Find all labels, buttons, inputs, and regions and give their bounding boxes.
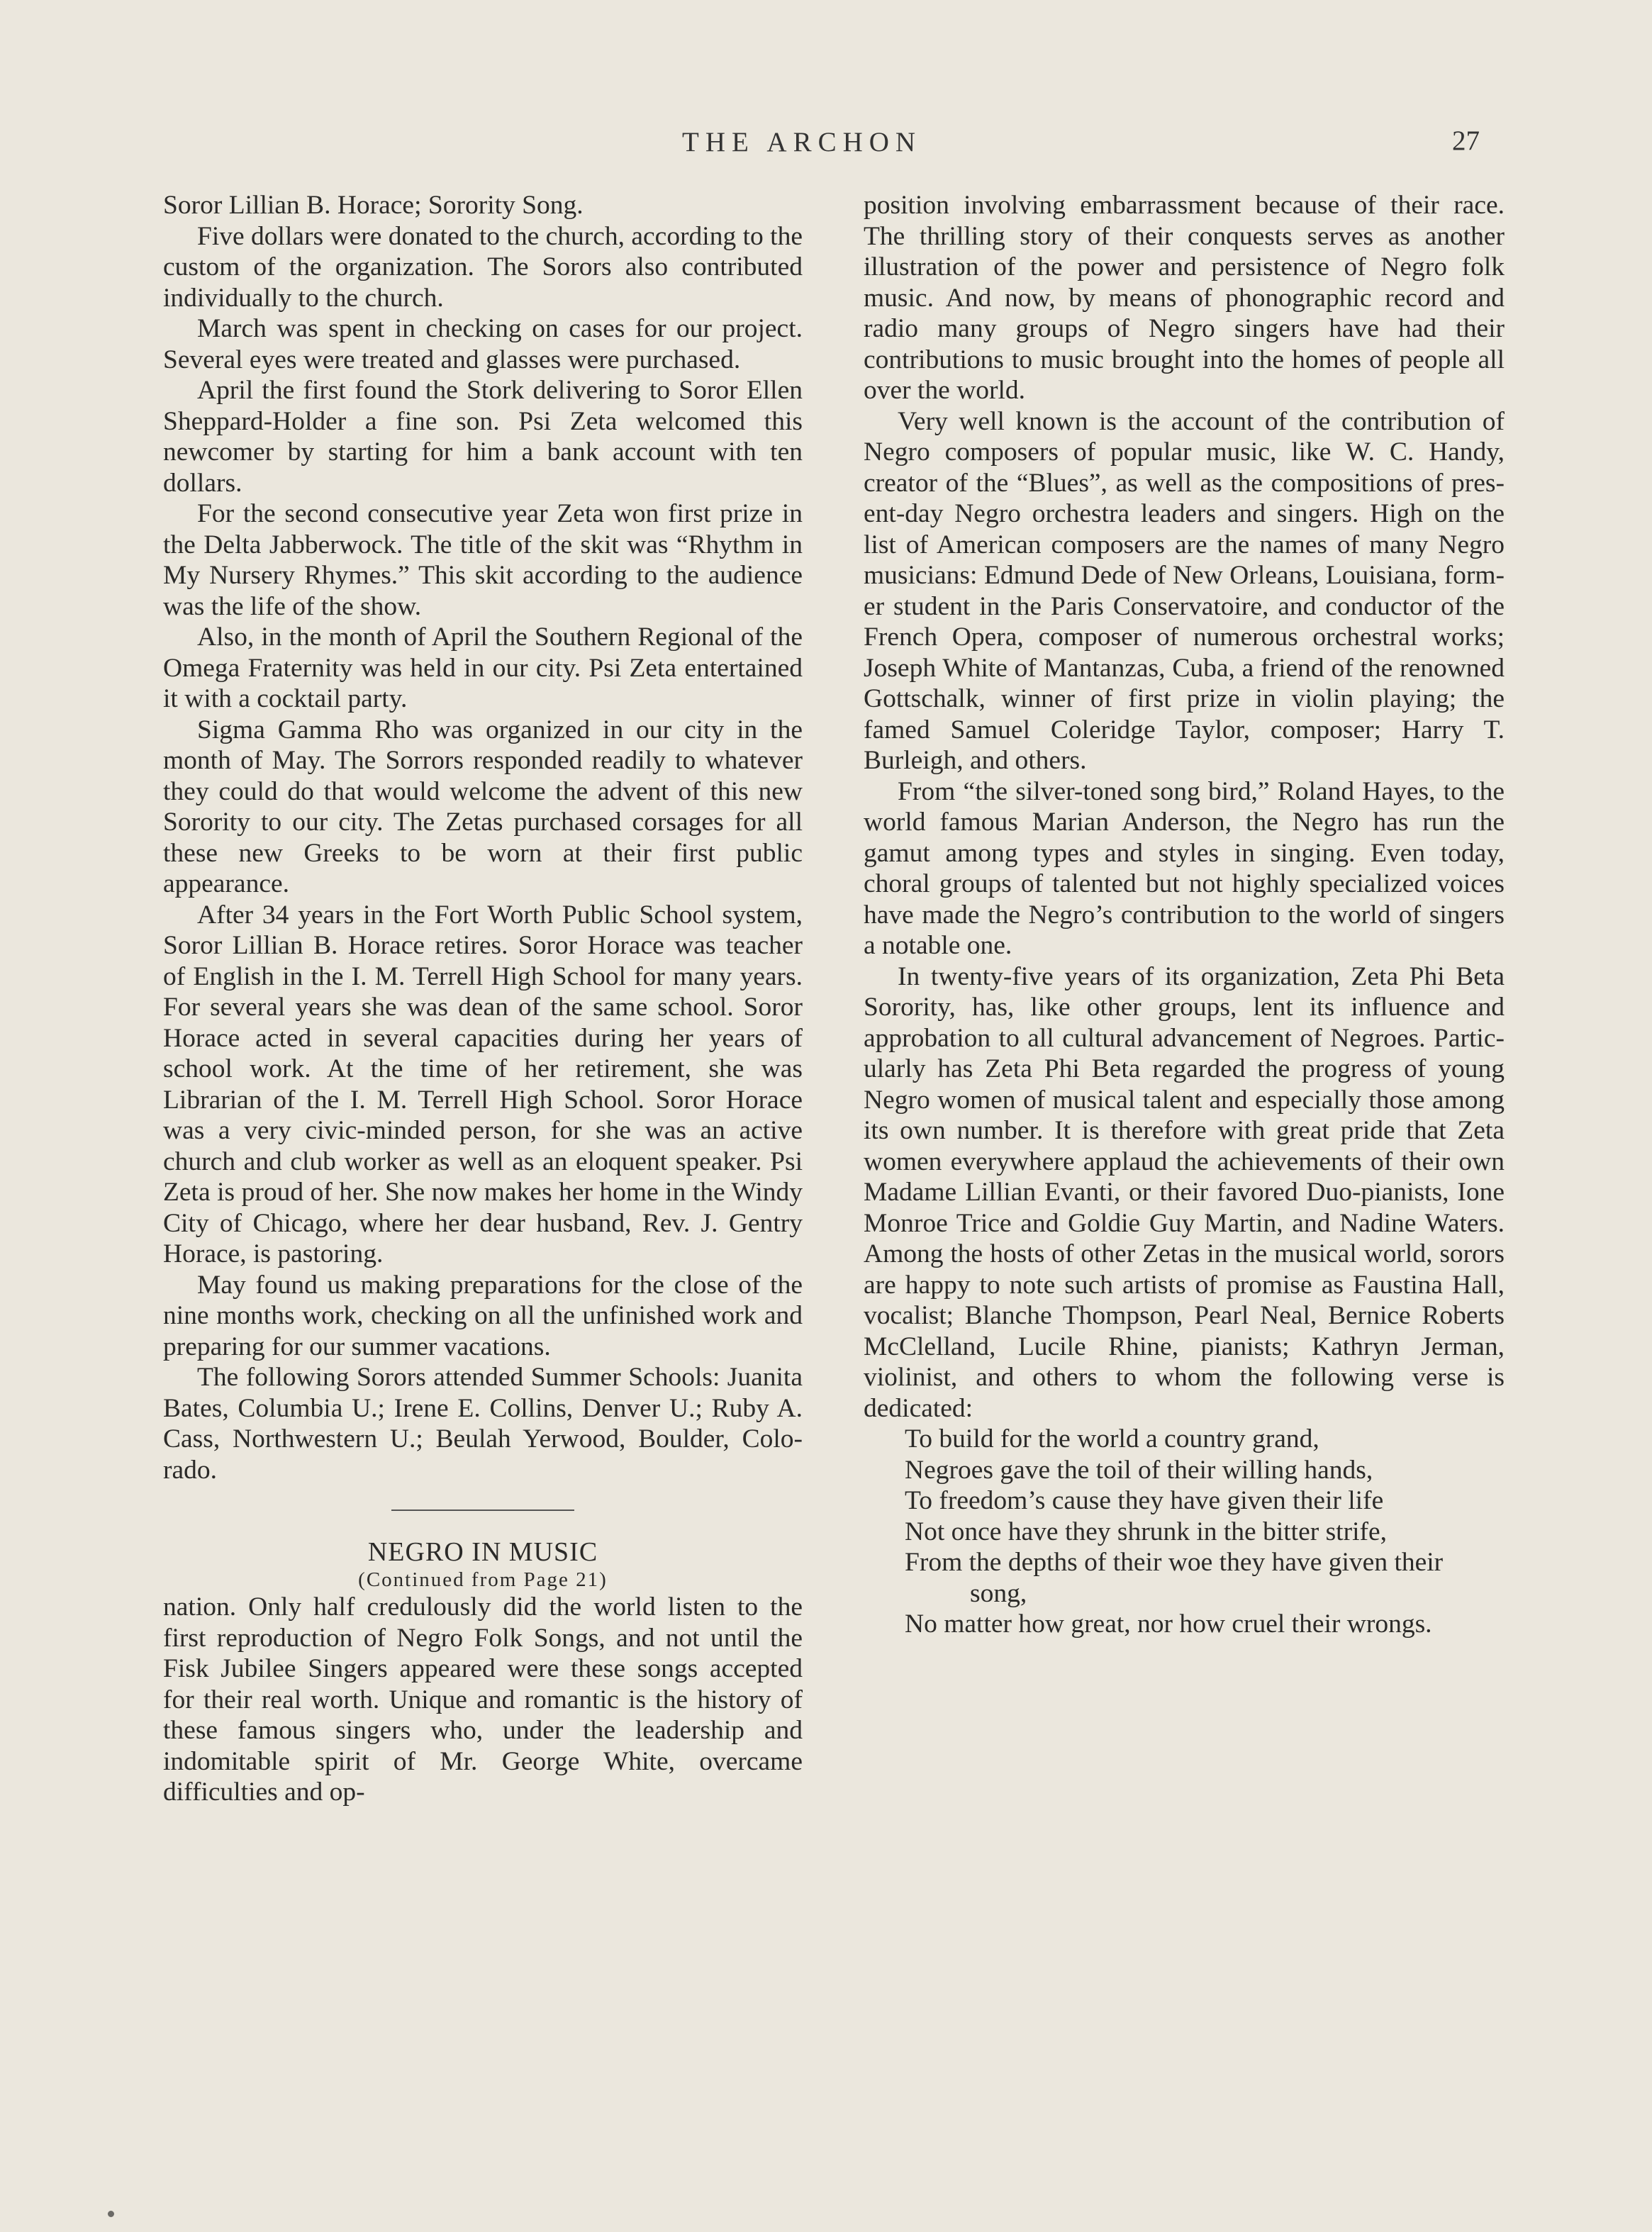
left-column <box>163 190 803 1808</box>
paragraph: May found us making preparations for the close of the nine months work, checking on all the unfinished work and preparing for our summer vacations. <box>163 1270 803 1361</box>
verse-line: No matter how great, nor how cruel their wrongs. <box>905 1609 1432 1639</box>
paragraph: For the second consecutive year Zeta won first prize in the Delta Jabberwock. The title of the skit was “Rhythm in My Nursery Rhymes.” This skit according to the audience was the life of the show. <box>163 499 803 621</box>
paragraph: April the first found the Stork delivering to Soror Ellen Sheppard-Holder a fine son. Psi Zeta welcomed this newcomer by starting for him a bank account with ten dollars. <box>163 376 803 498</box>
page-number: 27 <box>1452 125 1480 156</box>
verse-line: To build for the world a country grand, <box>905 1424 1319 1453</box>
paragraph: Five dollars were donated to the church, according to the custom of the organization. The Sorors also contributed individually to the church. <box>163 221 803 313</box>
right-column <box>864 190 1505 1640</box>
running-title: THE ARCHON <box>682 127 922 157</box>
paragraph: In twenty-five years of its organization, Zeta Phi Beta Sorority, has, like other groups, lent its influence and approbation to all cultural advancement of Negroes. Particularly has Zeta Phi Beta regarded the progress of young Negro women of musical talent and especially those among its own number. It is therefore with great pride that Zeta women everywhere applaud the achievements of their own Madame Lillian Evanti, or their favored Duo-pianists, Ione Monroe Trice and Goldie Guy Martin, and Nadine Waters. Among the hosts of other Zetas in the musical world, sorors are happy to note such artists of promise as Faustina Hall, vocalist; Blanche Thompson, Pearl Neal, Bernice Roberts McClelland, Lucile Rhine, pianists; Kathryn Jerman, violinist, and others to whom the following verse is dedicated: <box>864 961 1505 1423</box>
verse-line: To freedom’s cause they have given their life <box>905 1486 1384 1515</box>
verse-line: From the depths of their woe they have given their song, <box>905 1548 1444 1608</box>
paragraph: Very well known is the account of the contribution of Negro composers of popular music, like W. C. Handy, creator of the “Blues”, as well as the compositions of present-day Negro orchestra leaders and singers. High on the list of American composers are the names of many Negro musicians: Edmund Dede of New Orleans, Louisiana, former student in the Paris Conservatoire, and conductor of the French Opera, composer of numerous orchestral works; Joseph White of Mantanzas, Cuba, a friend of the renowned Gottschalk, winner of first prize in violin playing; the famed Samuel Coleridge Taylor, composer; Harry T. Burleigh, and others. <box>864 406 1505 775</box>
paragraph: The following Sorors attended Summer Schools: Juanita Bates, Columbia U.; Irene E. Collins, Denver U.; Ruby A. Cass, Northwestern U.; Beulah Yerwood, Boulder, Colorado. <box>163 1363 803 1485</box>
paragraph: Also, in the month of April the Southern Regional of the Omega Fraternity was held in our city. Psi Zeta entertained it with a cocktail party. <box>163 623 803 713</box>
paragraph: position involving embarrassment because of their race. The thrilling story of their conquests serves as another illustration of the power and persistence of Negro folk music. And now, by means of phonographic record and radio many groups of Negro singers have had their contributions to music brought into the homes of people all over the world. <box>864 191 1505 405</box>
paper-speck <box>108 2211 114 2217</box>
section-subtitle: (Continued from Page 21) <box>358 1568 608 1591</box>
paragraph: Sigma Gamma Rho was organized in our city in the month of May. The Sorrors responded readily to whatever they could do that would welcome the advent of this new Sorority to our city. The Zetas purchased corsages for all these new Greeks to be worn at their first public appearance. <box>163 715 803 898</box>
dedication-verse <box>905 1424 1505 1640</box>
section-title: NEGRO IN MUSIC <box>367 1537 598 1567</box>
paragraph: March was spent in checking on cases for our project. Several eyes were treated and glasses were purchased. <box>163 314 803 374</box>
paragraph: From “the silver-toned song bird,” Roland Hayes, to the world famous Marian Anderson, the Negro has run the gamut among types and styles in singing. Even today, choral groups of talented but not highly specialized voices have made the Negro’s contribution to the world of singers a notable one. <box>864 776 1505 960</box>
continuation-paragraph: nation. Only half credulously did the world listen to the first reproduction of Negro Folk Songs, and not until the Fisk Jubilee Singers appeared were these songs accepted for their real worth. Unique and romantic is the history of these famous singers who, under the leadership and indomitable spirit of Mr. George White, overcame difficulties and op- <box>163 1592 803 1807</box>
section-divider <box>391 1510 574 1511</box>
verse-line: Negroes gave the toil of their willing hands, <box>905 1455 1373 1485</box>
paragraph: Soror Lillian B. Horace; Sorority Song. <box>163 191 584 220</box>
verse-line: Not once have they shrunk in the bitter strife, <box>905 1517 1388 1546</box>
paragraph: After 34 years in the Fort Worth Public School system, Soror Lillian B. Horace retires. Soror Horace was teacher of English in the I. M. Terrell High School for many years. For several years she was dean of the same school. Soror Horace acted in several capacities during her years of school work. At the time of her retirement, she was Librarian of the I. M. Terrell High School. Soror Horace was a very civic-minded person, for she was an active church and club worker as well as an eloquent speaker. Psi Zeta is proud of her. She now makes her home in the Windy City of Chicago, where her dear husband, Rev. J. Gentry Horace, is pastoring. <box>163 900 803 1268</box>
